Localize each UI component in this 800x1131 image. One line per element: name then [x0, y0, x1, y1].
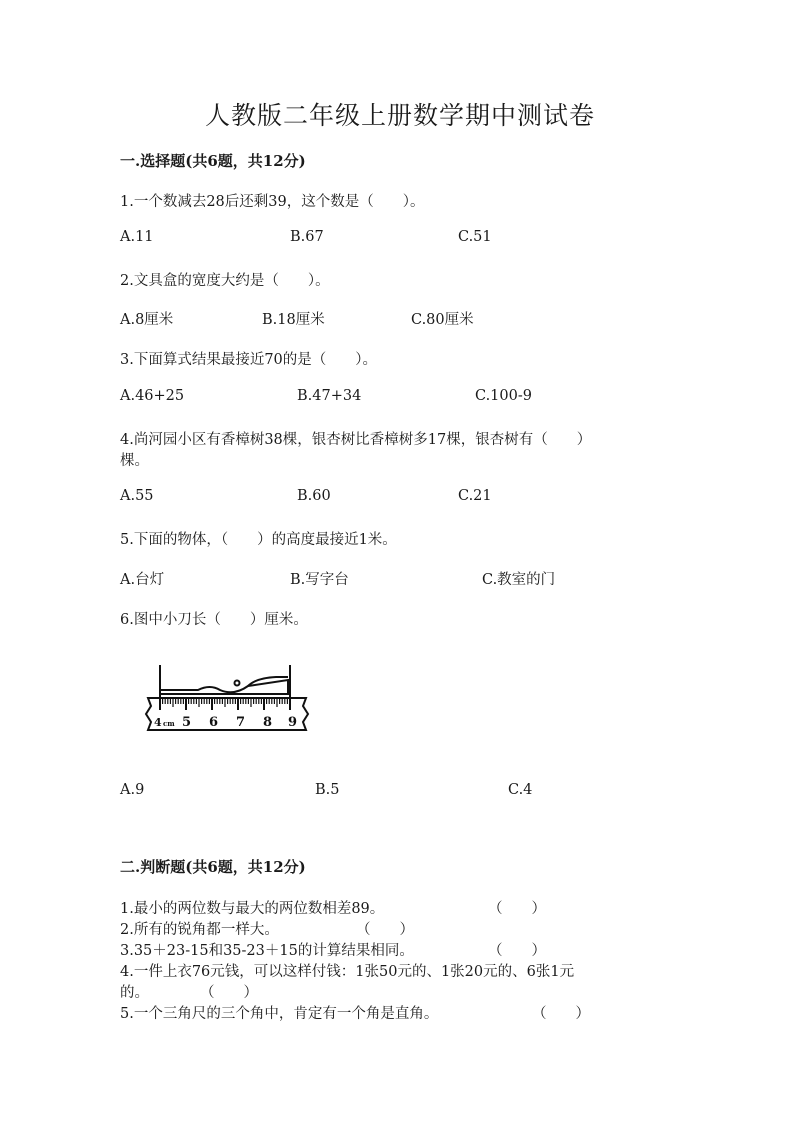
question-2: 2.文具盒的宽度大约是（ ）。: [120, 273, 330, 289]
question-4-line1: 4.尚河园小区有香樟树38棵，银杏树比香樟树多17棵，银杏树有（ ）: [120, 432, 592, 448]
tick-label-7: 7: [236, 715, 246, 730]
judge-paren-3: （ ）: [488, 943, 546, 959]
page-title: 人教版二年级上册数学期中测试卷: [204, 101, 595, 130]
option-1b: B.67: [290, 229, 324, 245]
judge-item-4-line2: 的。: [120, 985, 149, 1001]
option-4a: A.55: [120, 488, 154, 504]
option-5c: C.教室的门: [482, 572, 556, 588]
option-3a: A.46+25: [120, 388, 185, 404]
tick-label-5: 5: [182, 715, 192, 730]
option-4b: B.60: [297, 488, 331, 504]
judge-paren-4: （ ）: [200, 985, 258, 1001]
tick-label-4: 4: [154, 716, 162, 729]
tick-unit: cm: [163, 719, 175, 728]
tick-label-6: 6: [209, 715, 219, 730]
judge-item-3: 3.35＋23-15和35-23＋15的计算结果相同。: [120, 943, 414, 959]
option-2a: A.8厘米: [120, 312, 174, 328]
judge-paren-2: （ ）: [356, 922, 414, 938]
question-3: 3.下面算式结果最接近70的是（ ）。: [120, 352, 378, 368]
question-5: 5.下面的物体，（ ）的高度最接近1米。: [120, 532, 397, 548]
question-1: 1.一个数减去28后还剩39，这个数是（ ）。: [120, 194, 425, 210]
option-6a: A.9: [120, 782, 145, 798]
judge-item-1: 1.最小的两位数与最大的两位数相差89。: [120, 901, 385, 917]
judge-item-5: 5.一个三角尺的三个角中，肯定有一个角是直角。: [120, 1006, 439, 1022]
question-6: 6.图中小刀长（ ）厘米。: [120, 612, 308, 628]
judge-paren-5: （ ）: [532, 1006, 590, 1022]
ruler-labels: [154, 715, 297, 730]
judge-paren-1: （ ）: [488, 901, 546, 917]
option-5a: A.台灯: [120, 572, 165, 588]
tick-label-9: 9: [288, 715, 298, 730]
option-1c: C.51: [458, 229, 492, 245]
section-heading-choice: 一.选择题(共6题，共12分): [120, 152, 306, 170]
knife-ruler-figure: [138, 660, 323, 740]
section-heading-judge: 二.判断题(共6题，共12分): [120, 858, 306, 876]
knife-drawing: [160, 665, 290, 698]
ruler-ticks: [160, 698, 290, 710]
option-1a: A.11: [120, 229, 154, 245]
option-2b: B.18厘米: [262, 312, 325, 328]
judge-item-2: 2.所有的锐角都一样大。: [120, 922, 279, 938]
option-4c: C.21: [458, 488, 492, 504]
judge-item-4-line1: 4.一件上衣76元钱，可以这样付钱：1张50元的、1张20元的、6张1元: [120, 964, 575, 980]
tick-label-8: 8: [263, 715, 273, 730]
option-6c: C.4: [508, 782, 533, 798]
option-3b: B.47+34: [297, 388, 362, 404]
option-3c: C.100-9: [475, 388, 532, 404]
question-4-line2: 棵。: [120, 453, 149, 469]
option-2c: C.80厘米: [411, 312, 474, 328]
option-5b: B.写字台: [290, 572, 349, 588]
option-6b: B.5: [315, 782, 340, 798]
